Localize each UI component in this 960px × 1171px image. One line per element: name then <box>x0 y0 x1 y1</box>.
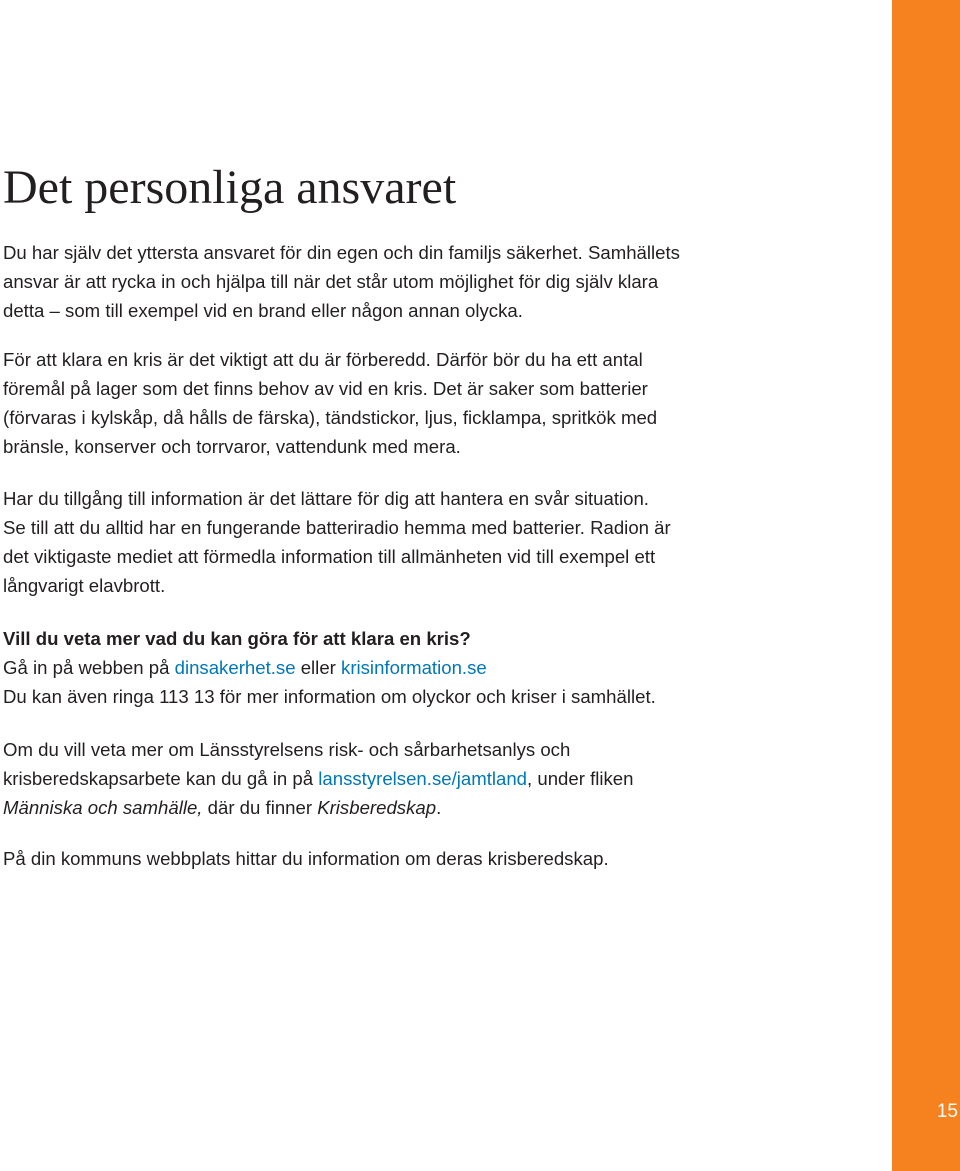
paragraph-line: Se till att du alltid har en fungerande batteriradio hemma med batterier. Radion är <box>3 517 671 538</box>
paragraph-more-info <box>3 624 733 711</box>
text-fragment: eller <box>295 657 342 678</box>
paragraph-line: På din kommuns webbplats hittar du information om deras krisberedskap. <box>3 848 609 869</box>
dinsakerhet-link[interactable]: dinsakerhet.se <box>174 657 296 678</box>
paragraph-line <box>3 653 733 682</box>
orange-side-bar <box>892 0 960 1171</box>
paragraph-lansstyrelsen <box>3 735 733 822</box>
text-fragment: . <box>436 797 442 818</box>
more-info-heading: Vill du veta mer vad du kan göra för att klara en kris? <box>3 628 471 649</box>
paragraph-line: bränsle, konserver och torrvaror, vattendunk med mera. <box>3 436 461 457</box>
emphasis-text: Krisberedskap <box>317 797 437 818</box>
text-fragment: Gå in på webben på <box>3 657 175 678</box>
emphasis-text: Människa och samhälle, <box>3 797 203 818</box>
paragraph-municipality <box>3 844 733 873</box>
paragraph-line: Har du tillgång till information är det lättare för dig att hantera en svår situation. <box>3 488 649 509</box>
page-number: 15 <box>936 1101 958 1122</box>
text-fragment: där du finner <box>202 797 318 818</box>
paragraph-line: (förvaras i kylskåp, då hålls de färska), tändstickor, ljus, ficklampa, spritkök med <box>3 407 658 428</box>
paragraph-line: Du har själv det yttersta ansvaret för din egen och din familjs säkerhet. Samhällets <box>3 242 680 263</box>
krisinformation-link[interactable]: krisinformation.se <box>341 657 487 678</box>
paragraph-responsibility <box>3 238 733 325</box>
paragraph-line <box>3 764 733 793</box>
paragraph-line: det viktigaste mediet att förmedla information till allmänheten vid till exempel ett <box>3 546 656 567</box>
paragraph-line: ansvar är att rycka in och hjälpa till när det står utom möjlighet för dig själv klara <box>3 271 659 292</box>
lansstyrelsen-link[interactable]: lansstyrelsen.se/jamtland <box>318 768 528 789</box>
paragraph-line <box>3 793 733 822</box>
paragraph-line: Du kan även ringa 113 13 för mer information om olyckor och kriser i samhället. <box>3 686 656 707</box>
paragraph-line: långvarigt elavbrott. <box>3 575 166 596</box>
paragraph-line: föremål på lager som det finns behov av vid en kris. Det är saker som batterier <box>3 378 648 399</box>
paragraph-line: För att klara en kris är det viktigt att du är förberedd. Därför bör du ha ett antal <box>3 349 643 370</box>
text-fragment: , under fliken <box>527 768 634 789</box>
paragraph-preparedness <box>3 345 733 461</box>
paragraph-information <box>3 484 733 600</box>
paragraph-line: Om du vill veta mer om Länsstyrelsens risk- och sårbarhetsanlys och <box>3 739 571 760</box>
paragraph-line: detta – som till exempel vid en brand eller någon annan olycka. <box>3 300 523 321</box>
page-title: Det personliga ansvaret <box>3 161 457 214</box>
text-fragment: krisberedskapsarbete kan du gå in på <box>3 768 319 789</box>
